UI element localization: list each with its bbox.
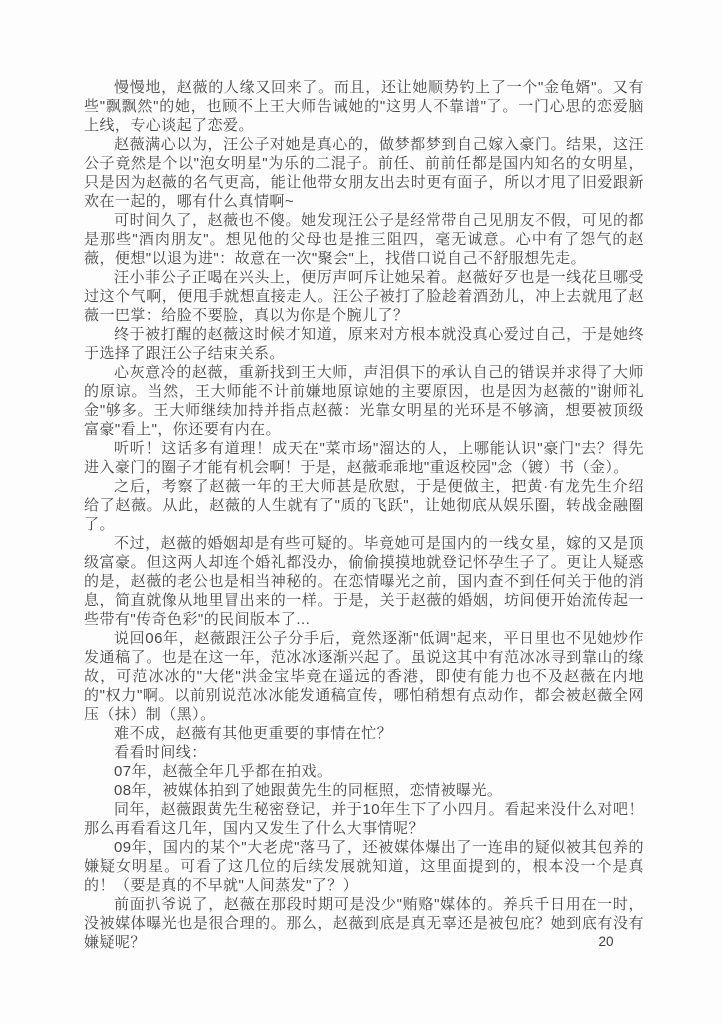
paragraph: 看看时间线：: [114, 744, 207, 761]
page-body-text: [84, 78, 644, 952]
paragraph: 09年，国内的某个"大老虎"落马了，还被媒体爆出了一连串的疑似被其包养的嫌疑女明星。可看了这几位的后续发展就知道，这里面提到的，根本没一个是真的！（要是真的不早就"人间蒸发"了？）: [84, 839, 644, 894]
paragraph: 不过，赵薇的婚姻却是有些可疑的。毕竟她可是国内的一线女星，嫁的又是顶级富豪。但这两人却连个婚礼都没办，偷偷摸摸地就登记怀孕生子了。更让人疑惑的是，赵薇的老公也是相当神秘的。在恋情曝光之前，国内查不到任何关于他的消息，简直就像从地里冒出来的一样。于是，关于赵薇的婚姻，坊间便开始流传起一些带有"传奇色彩"的民间版本了...: [84, 535, 644, 628]
paragraph: 07年，赵薇全年几乎都在拍戏。: [114, 763, 333, 780]
paragraph: 心灰意冷的赵薇，重新找到王大师，声泪俱下的承认自己的错误并求得了大师的原谅。当然，王大师能不计前嫌地原谅她的主要原因，也是因为赵薇的"谢师礼金"够多。王大师继续加持并指点赵薇：光靠女明星的光环是不够滴，想要被顶级富豪"看上"，你还要有内在。: [84, 364, 644, 438]
paragraph: 听听！这话多有道理！成天在"菜市场"溜达的人，上哪能认识"豪门"去？得先进入豪门的圈子才能有机会啊！于是，赵薇乖乖地"重返校园"念（镀）书（金）。: [84, 440, 644, 476]
paragraph: 前面扒爷说了，赵薇在那段时期可是没少"贿赂"媒体的。养兵千日用在一时，没被媒体曝光也是很合理的。那么，赵薇到底是真无辜还是被包庇？她到底有没有嫌疑呢？: [84, 896, 644, 951]
paragraph: 同年，赵薇跟黄先生秘密登记，并于10年生下了小四月。看起来没什么对吧！那么再看看这几年，国内又发生了什么大事情呢？: [84, 801, 644, 837]
paragraph: 可时间久了，赵薇也不傻。她发现汪公子是经常带自己见朋友不假，可见的都是那些"酒肉朋友"。想见他的父母也是推三阻四，毫无诚意。心中有了怨气的赵薇，便想"以退为进"：故意在一次"聚会"上，找借口说自己不舒服想先走。: [84, 212, 644, 267]
paragraph: 汪小菲公子正喝在兴头上，便厉声呵斥让她呆着。赵薇好歹也是一线花旦哪受过这个气啊，便甩手就想直接走人。汪公子被打了脸趁着酒劲儿，冲上去就甩了赵薇一巴掌：给脸不要脸，真以为你是个腕儿了？: [84, 269, 644, 324]
paragraph: 之后，考察了赵薇一年的王大师甚是欣慰，于是便做主，把黄·有龙先生介绍给了赵薇。从此，赵薇的人生就有了"质的飞跃"，让她彻底从娱乐圈，转战金融圈了。: [84, 478, 644, 533]
paragraph: 慢慢地，赵薇的人缘又回来了。而且，还让她顺势钓上了一个"金龟婿"。又有些"飘飘然"的她，也顾不上王大师告诫她的"这男人不靠谱"了。一门心思的恋爱脑上线，专心谈起了恋爱。: [84, 79, 644, 134]
paragraph: 说回06年，赵薇跟汪公子分手后，竟然逐渐"低调"起来，平日里也不见她炒作发通稿了。也是在这一年，范冰冰逐渐兴起了。虽说这其中有范冰冰寻到靠山的缘故，可范冰冰的"大佬"洪金宝毕竟在遥远的香港，即使有能力也不及赵薇在内地的"权力"啊。以前别说范冰冰能发通稿宣传，哪怕稍想有点动作，都会被赵薇全网压（抹）制（黑）。: [84, 630, 644, 723]
paragraph: 难不成，赵薇有其他更重要的事情在忙？: [114, 725, 393, 742]
paragraph: 终于被打醒的赵薇这时候才知道，原来对方根本就没真心爱过自己，于是她终于选择了跟汪公子结束关系。: [84, 326, 644, 362]
paragraph: 赵薇满心以为，汪公子对她是真心的，做梦都梦到自己嫁入豪门。结果，这汪公子竟然是个以"泡女明星"为乐的二混子。前任、前前任都是国内知名的女明星，只是因为赵薇的名气更高，能让他带女朋友出去时更有面子，所以才甩了旧爱跟新欢在一起的，哪有什么真情啊~: [84, 136, 644, 210]
page-number: 20: [598, 934, 614, 949]
paragraph: 08年，被媒体拍到了她跟黄先生的同框照，恋情被曝光。: [114, 782, 503, 799]
